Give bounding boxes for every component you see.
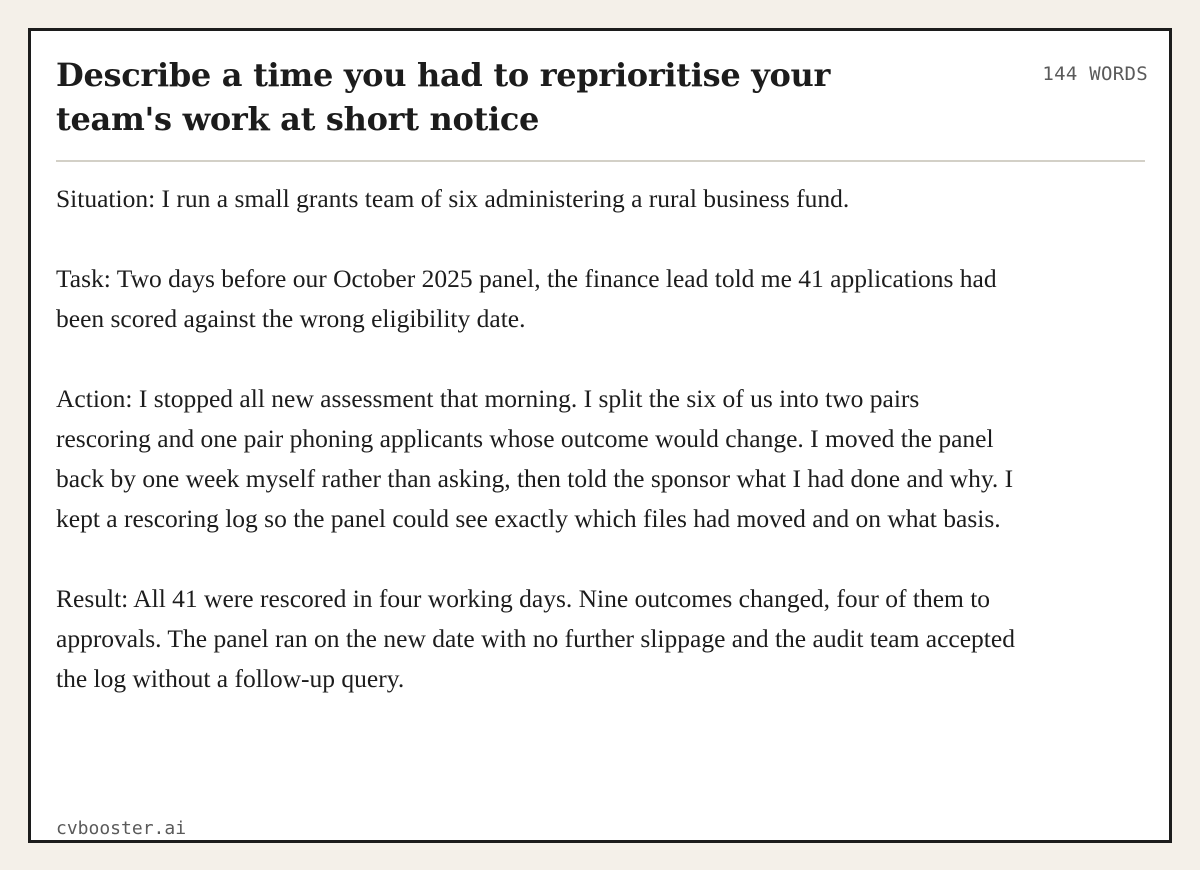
question-title: Describe a time you had to reprioritise your team's work at short notice bbox=[56, 56, 831, 138]
header-divider bbox=[56, 160, 1145, 162]
result-paragraph: Result: All 41 were rescored in four working days. Nine outcomes changed, four of them to approvals. The panel ran on the new date with no further slippage and the audit team accepted the log without a follow-up query. bbox=[56, 584, 1015, 693]
task-paragraph: Task: Two days before our October 2025 panel, the finance lead told me 41 applications had been scored against the wrong eligibility date. bbox=[56, 264, 997, 333]
answer-card bbox=[28, 28, 1172, 843]
action-paragraph: Action: I stopped all new assessment that morning. I split the six of us into two pairs rescoring and one pair phoning applicants whose outcome would change. I moved the panel back by one week myself rather than asking, then told the sponsor what I had done and why. I kept a rescoring log so the panel could see exactly which files had moved and on what basis. bbox=[56, 384, 1014, 533]
situation-paragraph: Situation: I run a small grants team of six administering a rural business fund. bbox=[56, 184, 850, 213]
word-count-badge: 144 WORDS bbox=[1042, 63, 1148, 85]
answer-body bbox=[56, 179, 1016, 739]
card-header bbox=[56, 53, 1148, 141]
brand-footer: cvbooster.ai bbox=[56, 818, 187, 839]
